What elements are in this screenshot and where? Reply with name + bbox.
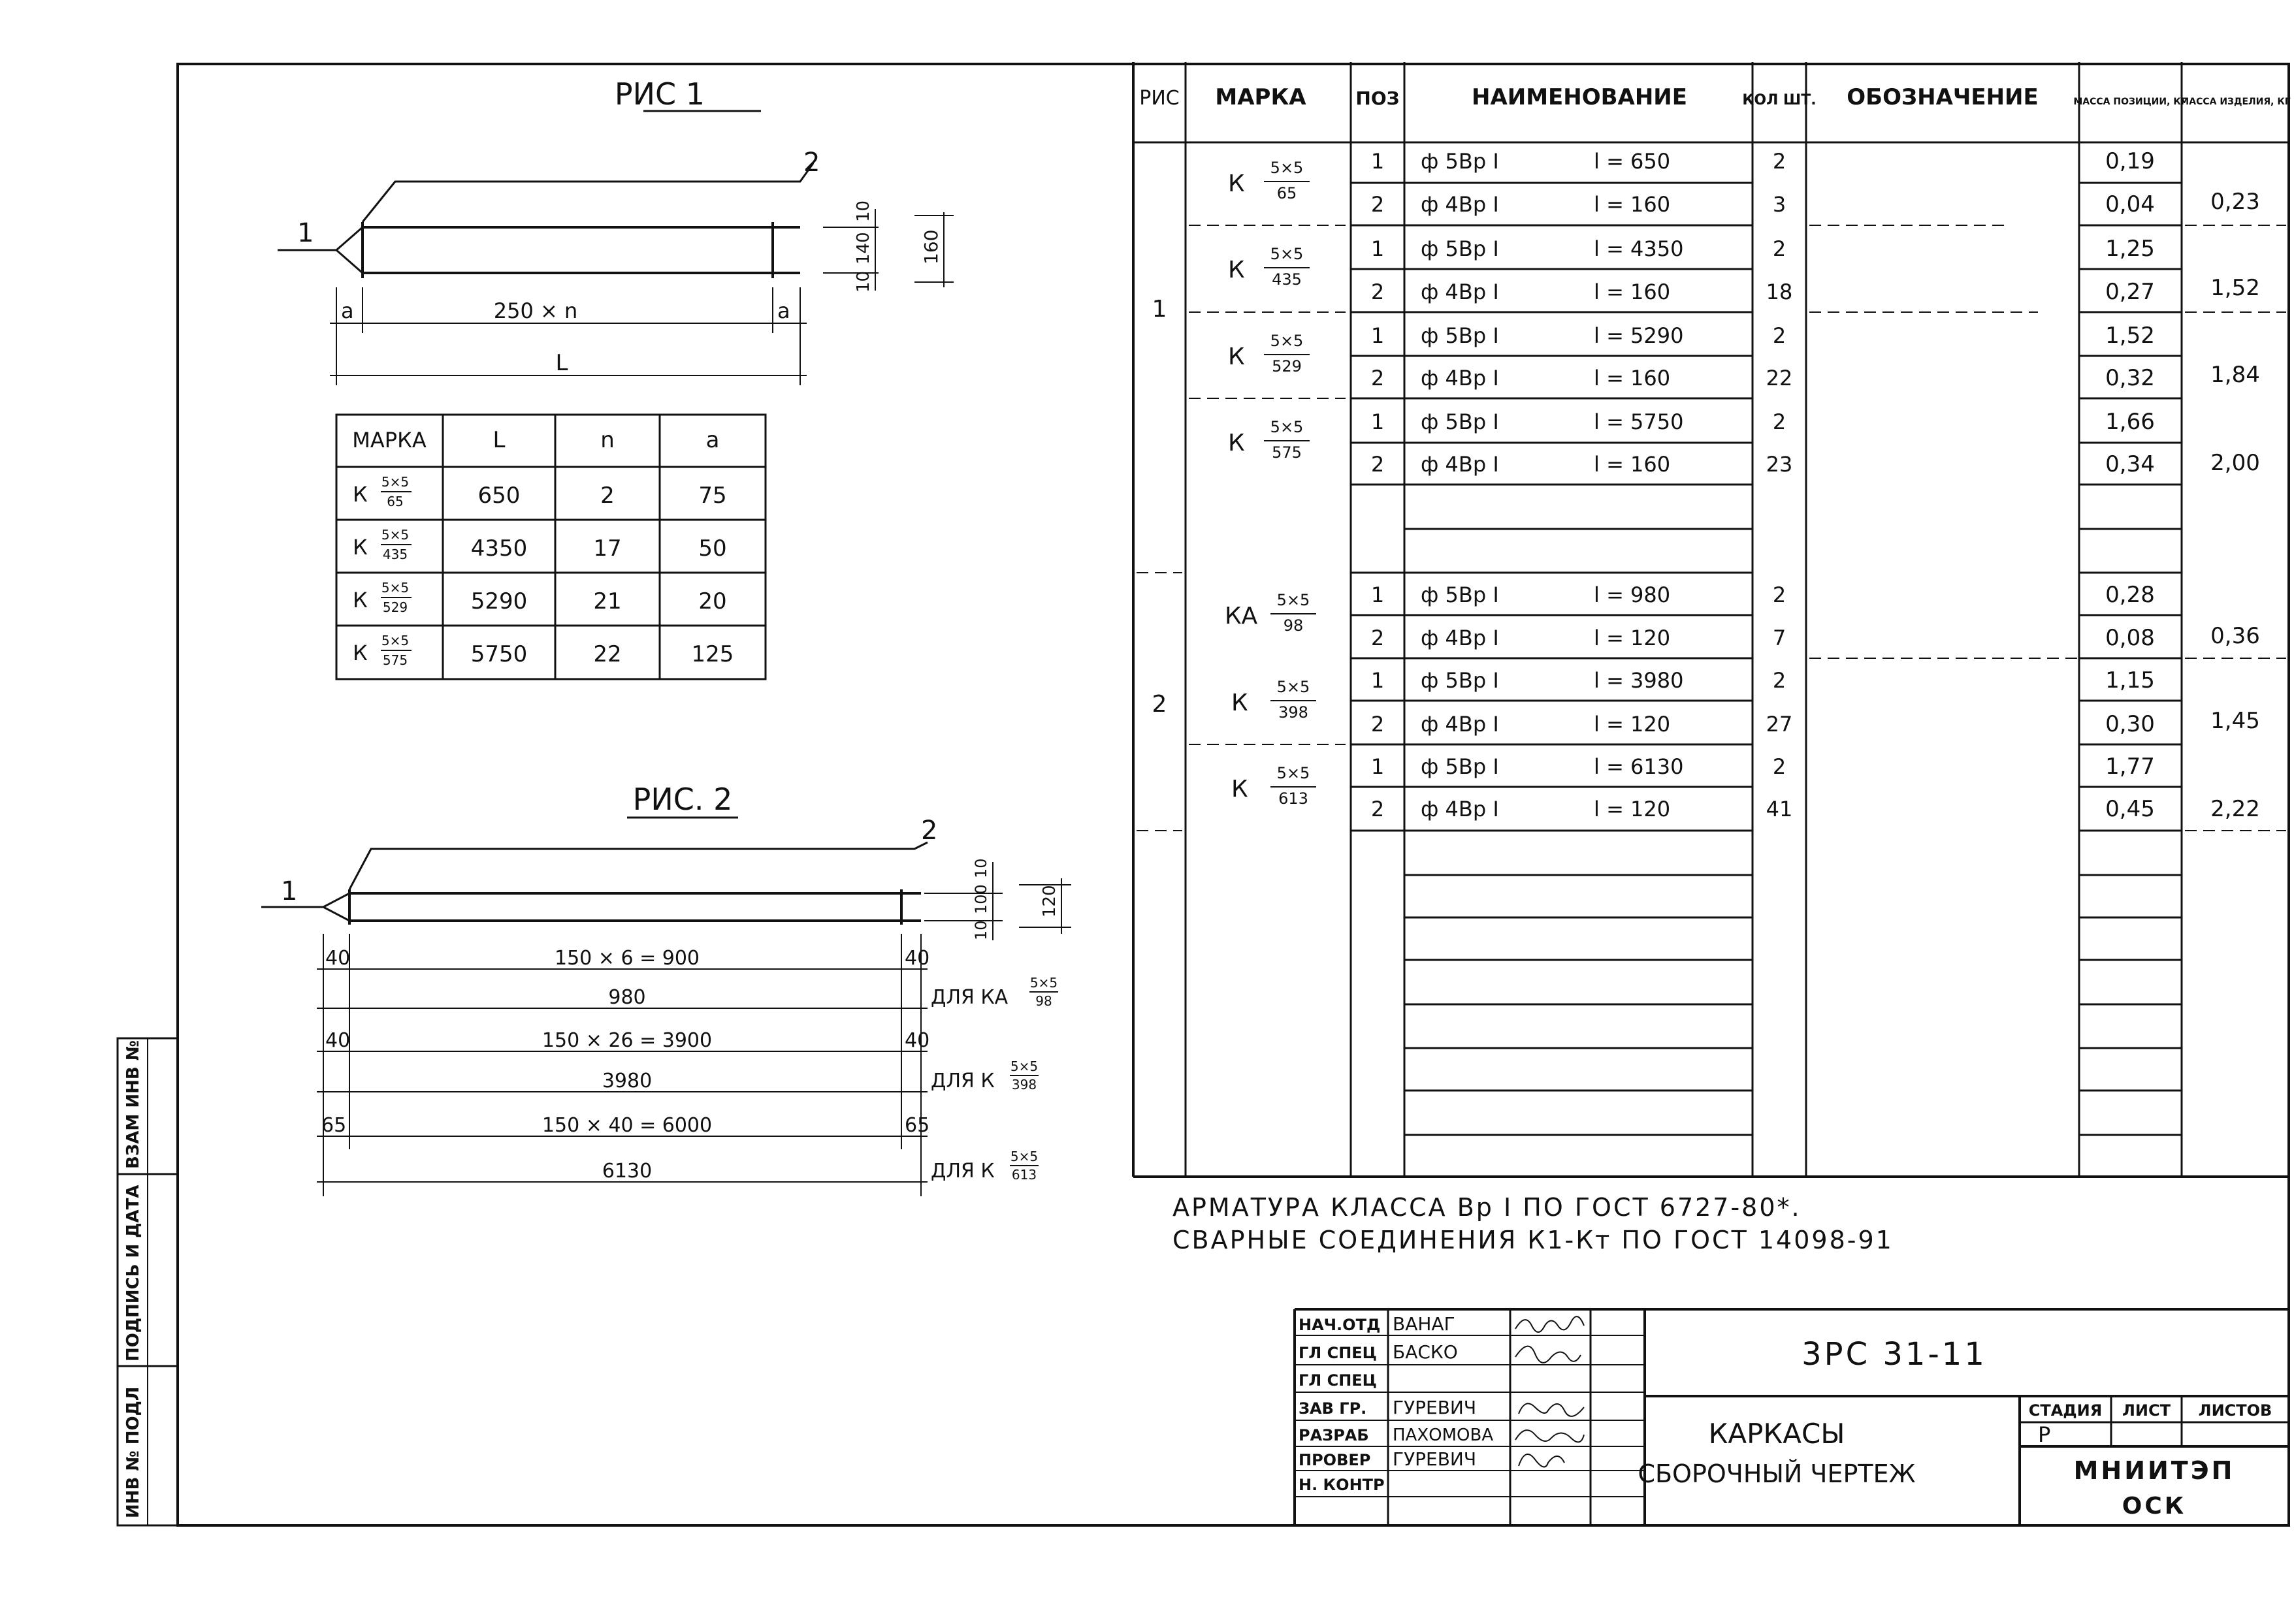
spec-row-qty: 2	[1772, 668, 1786, 693]
title-code: 3РС 31-11	[1801, 1336, 1987, 1373]
fig1-table-header-a: a	[705, 427, 720, 453]
spec-item-total: 0,36	[2210, 623, 2260, 649]
signature	[1515, 1346, 1581, 1363]
fig1-row-a: 125	[691, 641, 734, 667]
note-line: АРМАТУРА КЛАССА Вр I ПО ГОСТ 6727-80*.	[1172, 1193, 1801, 1222]
fig2-dim-num: 5×5	[1010, 1149, 1039, 1164]
title-role: РАЗРАБ	[1299, 1426, 1369, 1444]
spec-row-mass: 1,66	[2105, 409, 2155, 435]
spec-row-name: ф 5Вр I	[1421, 668, 1499, 693]
fig1-row-mark: К	[353, 641, 368, 665]
spec-row-len: l = 160	[1594, 192, 1671, 217]
spec-row	[1371, 711, 2155, 737]
fig2-dim-left: 40	[325, 1029, 351, 1052]
spec-row-len: l = 4350	[1594, 236, 1684, 261]
fig2-dim-top: 10	[972, 858, 990, 878]
spec-row-mass: 0,34	[2105, 451, 2155, 477]
spec-item-mark: К	[1231, 776, 1248, 803]
spec-item-mark: К	[1228, 257, 1245, 283]
title-name: БАСКО	[1393, 1341, 1458, 1363]
fig1-table-header-n: n	[600, 427, 615, 453]
fig1-row-den: 575	[382, 652, 408, 668]
spec-row-name: ф 4Вр I	[1421, 366, 1499, 390]
spec-row	[1371, 279, 2155, 305]
spec-row-name: ф 5Вр I	[1421, 323, 1499, 348]
spec-item-den: 529	[1272, 357, 1302, 375]
spec-row	[1371, 625, 2155, 651]
spec-row-qty: 2	[1772, 323, 1786, 348]
title-role: ГЛ СПЕЦ	[1299, 1371, 1377, 1390]
spec-row-mass: 0,04	[2105, 191, 2155, 217]
spec-row-name: ф 5Вр I	[1421, 409, 1499, 434]
spec-row	[1371, 365, 2155, 391]
spec-item-num: 5×5	[1276, 764, 1310, 782]
fig2-dim-left: 65	[321, 1114, 347, 1137]
spec-row-name: ф 4Вр I	[1421, 626, 1499, 650]
spec-header-name: НАИМЕНОВАНИЕ	[1471, 84, 1688, 110]
spec-item-num: 5×5	[1270, 418, 1304, 436]
fig1-row-num: 5×5	[381, 633, 410, 648]
fig1-row-n: 2	[600, 483, 615, 509]
spec-row-len: l = 980	[1594, 582, 1671, 607]
fig1-dim-mid: 140	[854, 232, 873, 264]
fig1-row-L: 5290	[470, 588, 528, 614]
spec-header-desig: ОБОЗНАЧЕНИЕ	[1847, 84, 2039, 110]
fig1-row-a: 20	[698, 588, 727, 614]
fig1-table	[336, 415, 766, 679]
spec-row-pos: 2	[1370, 797, 1385, 821]
fig1-row-n: 17	[593, 535, 622, 562]
spec-row-mass: 0,32	[2105, 365, 2155, 391]
title-name: ВАНАГ	[1393, 1313, 1455, 1335]
spec-row-name: ф 5Вр I	[1421, 582, 1499, 607]
title-sheet-label: ЛИСТ	[2122, 1401, 2171, 1420]
spec-row-pos: 1	[1370, 149, 1385, 174]
spec-item-den: 398	[1278, 703, 1308, 722]
title-name: ПАХОМОВА	[1393, 1425, 1494, 1445]
spec-item-total: 2,22	[2210, 796, 2260, 822]
spec-header-pos: ПОЗ	[1355, 88, 1400, 109]
title-org-sub: ОСК	[2122, 1493, 2187, 1520]
spec-row-qty: 41	[1766, 797, 1793, 821]
signature	[1515, 1430, 1584, 1442]
fig1-dim-top: 10	[854, 200, 873, 222]
fig2-dim-total: 6130	[602, 1160, 653, 1183]
title-role: ПРОВЕР	[1299, 1451, 1371, 1469]
fig1-row-L: 4350	[470, 535, 528, 562]
fig1-dim-span: 250 × n	[493, 298, 578, 323]
spec-row	[1371, 236, 2155, 262]
spec-row-name: ф 4Вр I	[1421, 192, 1499, 217]
fig2-dim-den: 98	[1035, 993, 1052, 1009]
fig2-dim-span: 150 × 40 = 6000	[541, 1114, 713, 1137]
spec-item-num: 5×5	[1270, 332, 1304, 350]
spec-row-len: l = 6130	[1594, 754, 1684, 779]
spec-row-name: ф 4Вр I	[1421, 712, 1499, 737]
spec-header-fig: РИС	[1139, 87, 1180, 110]
spec-row-qty: 7	[1772, 626, 1786, 650]
spec-row	[1371, 323, 2155, 349]
spec-row-qty: 2	[1772, 236, 1786, 261]
fig1-row-num: 5×5	[381, 527, 410, 543]
spec-row-pos: 2	[1370, 626, 1385, 650]
fig1-dim-L: L	[555, 350, 568, 376]
fig1-row-mark: К	[353, 482, 368, 507]
spec-row-qty: 2	[1772, 582, 1786, 607]
fig2-dim-mid: 100	[972, 884, 990, 914]
title-name: ГУРЕВИЧ	[1393, 1448, 1477, 1470]
fig1-table-header-mark: МАРКА	[352, 428, 427, 453]
title-block	[1295, 1309, 2289, 1525]
spec-row-name: ф 5Вр I	[1421, 149, 1499, 174]
spec-row-mass: 1,25	[2105, 236, 2155, 262]
spec-row	[1371, 667, 2155, 693]
fig1-row-a: 75	[698, 483, 727, 509]
spec-header-mass-item: МАССА ИЗДЕЛИЯ, КГ	[2180, 97, 2291, 107]
title-stage: Р	[2038, 1422, 2051, 1447]
spec-header-qty: КОЛ ШТ.	[1742, 92, 1817, 108]
spec-row-pos: 1	[1370, 668, 1385, 693]
spec-row	[1371, 409, 2155, 435]
spec-row-pos: 2	[1370, 192, 1385, 217]
note-line: СВАРНЫЕ СОЕДИНЕНИЯ К1-Кт ПО ГОСТ 14098-91	[1172, 1226, 1894, 1254]
title-role: ЗАВ ГР.	[1299, 1399, 1367, 1418]
fig1-row-n: 21	[593, 588, 622, 614]
spec-row-name: ф 4Вр I	[1421, 797, 1499, 821]
fig1-row-den: 435	[382, 547, 408, 562]
title-name: ГУРЕВИЧ	[1393, 1397, 1477, 1418]
side-stamp-replace: ВЗАМ ИНВ №	[123, 1040, 143, 1169]
fig2-pos2: 2	[921, 816, 938, 846]
spec-row-len: l = 5290	[1594, 323, 1684, 348]
title-role: ГЛ СПЕЦ	[1299, 1344, 1377, 1362]
spec-row-len: l = 5750	[1594, 409, 1684, 434]
fig2-title: РИС. 2	[632, 782, 733, 817]
fig2-dim-left: 40	[325, 947, 351, 970]
spec-row-mass: 0,19	[2105, 148, 2155, 174]
spec-row-qty: 22	[1766, 366, 1793, 390]
fig2-dim-span: 150 × 6 = 900	[554, 947, 700, 970]
spec-row	[1371, 754, 2155, 780]
fig2-dim-total: 3980	[602, 1070, 653, 1092]
signature	[1519, 1454, 1564, 1467]
spec-item-den: 98	[1283, 616, 1304, 635]
fig1-row-den: 529	[382, 599, 408, 615]
figure-1	[278, 76, 954, 385]
side-stamp-inv: ИНВ № ПОДЛ	[123, 1386, 143, 1518]
spec-row-len: l = 120	[1594, 797, 1671, 821]
signature	[1519, 1403, 1584, 1416]
fig2-dim-right: 40	[905, 1029, 930, 1052]
spec-item-den: 435	[1272, 270, 1302, 289]
spec-row-mass: 1,77	[2105, 754, 2155, 780]
spec-row-mass: 0,08	[2105, 625, 2155, 651]
fig1-dim-bot: 10	[854, 270, 873, 293]
spec-item-num: 5×5	[1270, 245, 1304, 263]
spec-row-mass: 0,28	[2105, 582, 2155, 608]
spec-row-len: l = 160	[1594, 279, 1671, 304]
spec-header-mark: МАРКА	[1215, 84, 1306, 110]
fig2-dim-total: 120	[1040, 885, 1059, 917]
spec-item	[1231, 667, 2260, 737]
spec-row	[1371, 148, 2155, 174]
spec-row-pos: 2	[1370, 452, 1385, 477]
spec-row-pos: 1	[1370, 409, 1385, 434]
spec-row-len: l = 120	[1594, 712, 1671, 737]
spec-item-mark: К	[1228, 430, 1245, 456]
spec-group-fig: 1	[1152, 296, 1167, 323]
spec-row-qty: 3	[1772, 192, 1786, 217]
fig2-dim-den: 613	[1011, 1167, 1037, 1183]
fig2-dim-for: ДЛЯ К	[931, 1160, 995, 1183]
fig1-table-row	[353, 633, 734, 668]
fig2-dim-den: 398	[1011, 1077, 1037, 1092]
spec-item-den: 575	[1272, 443, 1302, 462]
spec-row-len: l = 160	[1594, 366, 1671, 390]
spec-table	[1133, 62, 2291, 1177]
fig2-dim-span: 150 × 26 = 3900	[541, 1029, 713, 1052]
spec-item	[1228, 236, 2260, 305]
spec-item-mark: К	[1228, 343, 1245, 370]
fig2-dim-right: 65	[905, 1114, 930, 1137]
fig2-dim-bot: 10	[972, 920, 990, 940]
fig1-dim-a-right: a	[777, 298, 790, 323]
spec-row	[1371, 582, 2155, 608]
fig1-row-num: 5×5	[381, 580, 410, 596]
signature	[1515, 1316, 1584, 1332]
spec-row-mass: 1,15	[2105, 667, 2155, 693]
spec-group-fig: 2	[1152, 691, 1167, 718]
spec-row-qty: 27	[1766, 712, 1793, 737]
spec-item-mark: К	[1231, 690, 1248, 716]
fig2-pos1: 1	[281, 876, 298, 906]
spec-row-pos: 1	[1370, 582, 1385, 607]
notes	[1172, 1193, 1894, 1254]
spec-item-den: 613	[1278, 789, 1308, 808]
spec-item-num: 5×5	[1276, 591, 1310, 609]
spec-row	[1371, 451, 2155, 477]
fig1-row-L: 5750	[470, 641, 528, 667]
spec-item-total: 1,84	[2210, 362, 2260, 388]
fig1-table-row	[353, 580, 727, 615]
spec-row-len: l = 3980	[1594, 668, 1684, 693]
spec-row-pos: 2	[1370, 279, 1385, 304]
fig2-dim-row	[317, 1114, 1039, 1183]
spec-header-mass-pos: МАССА ПОЗИЦИИ, КГ	[2073, 97, 2187, 107]
fig1-table-row	[353, 527, 727, 562]
fig1-table-row	[353, 474, 727, 509]
spec-row	[1371, 191, 2155, 217]
spec-row-name: ф 5Вр I	[1421, 754, 1499, 779]
title-sheets-label: ЛИСТОВ	[2198, 1401, 2272, 1420]
title-org: МНИИТЭП	[2073, 1456, 2235, 1485]
spec-row	[1371, 796, 2155, 822]
spec-item-total: 1,45	[2210, 708, 2260, 734]
spec-row-mass: 1,52	[2105, 323, 2155, 349]
spec-row-pos: 2	[1370, 712, 1385, 737]
title-name-sub: СБОРОЧНЫЙ ЧЕРТЕЖ	[1638, 1459, 1916, 1488]
fig2-dim-right: 40	[905, 947, 930, 970]
title-stage-label: СТАДИЯ	[2028, 1401, 2103, 1420]
spec-item-num: 5×5	[1276, 678, 1310, 696]
spec-row-mass: 0,45	[2105, 796, 2155, 822]
fig1-row-a: 50	[698, 535, 727, 562]
spec-row-mass: 0,27	[2105, 279, 2155, 305]
fig1-dim-a-left: a	[341, 298, 354, 323]
fig1-table-header-L: L	[493, 427, 506, 453]
spec-row-qty: 18	[1766, 279, 1793, 304]
spec-row-name: ф 4Вр I	[1421, 452, 1499, 477]
spec-row-len: l = 120	[1594, 626, 1671, 650]
fig1-row-n: 22	[593, 641, 622, 667]
fig2-dim-row	[317, 947, 1058, 1009]
fig1-pos1: 1	[297, 218, 314, 248]
fig2-dim-for: ДЛЯ К	[931, 1070, 995, 1092]
fig1-row-mark: К	[353, 535, 368, 560]
spec-row-len: l = 650	[1594, 149, 1671, 174]
side-stamp	[118, 1038, 178, 1525]
spec-row-qty: 2	[1772, 149, 1786, 174]
title-role: Н. КОНТР	[1299, 1476, 1385, 1494]
fig1-row-num: 5×5	[381, 474, 410, 490]
spec-row-pos: 1	[1370, 754, 1385, 779]
spec-item-total: 2,00	[2210, 450, 2260, 476]
spec-item-total: 0,23	[2210, 189, 2260, 215]
fig1-row-mark: К	[353, 588, 368, 613]
spec-item-den: 65	[1276, 184, 1297, 202]
spec-row-mass: 0,30	[2105, 711, 2155, 737]
spec-item	[1225, 582, 2260, 651]
fig2-dim-num: 5×5	[1029, 975, 1058, 991]
spec-row-qty: 23	[1766, 452, 1793, 477]
spec-row-pos: 2	[1370, 366, 1385, 390]
fig2-dim-row	[317, 1029, 1039, 1092]
spec-item-num: 5×5	[1270, 159, 1304, 177]
spec-item-mark: К	[1228, 170, 1245, 197]
fig2-dim-for: ДЛЯ КА	[931, 986, 1009, 1009]
spec-item-mark: КА	[1225, 603, 1258, 629]
spec-row-len: l = 160	[1594, 452, 1671, 477]
fig1-dim-total: 160	[920, 229, 942, 264]
fig1-title: РИС 1	[614, 76, 705, 112]
spec-row-qty: 2	[1772, 409, 1786, 434]
spec-row-pos: 1	[1370, 236, 1385, 261]
fig2-dim-total: 980	[608, 986, 646, 1009]
spec-row-name: ф 5Вр I	[1421, 236, 1499, 261]
spec-row-pos: 1	[1370, 323, 1385, 348]
fig1-row-den: 65	[387, 494, 404, 509]
spec-item-total: 1,52	[2210, 275, 2260, 301]
fig1-pos2: 2	[803, 148, 820, 178]
title-name-main: КАРКАСЫ	[1708, 1418, 1845, 1450]
spec-row-qty: 2	[1772, 754, 1786, 779]
spec-row-name: ф 4Вр I	[1421, 279, 1499, 304]
fig1-row-L: 650	[477, 483, 521, 509]
fig2-dim-num: 5×5	[1010, 1059, 1039, 1074]
title-role: НАЧ.ОТД	[1299, 1316, 1381, 1334]
side-stamp-sign: ПОДПИСЬ И ДАТА	[123, 1185, 143, 1361]
